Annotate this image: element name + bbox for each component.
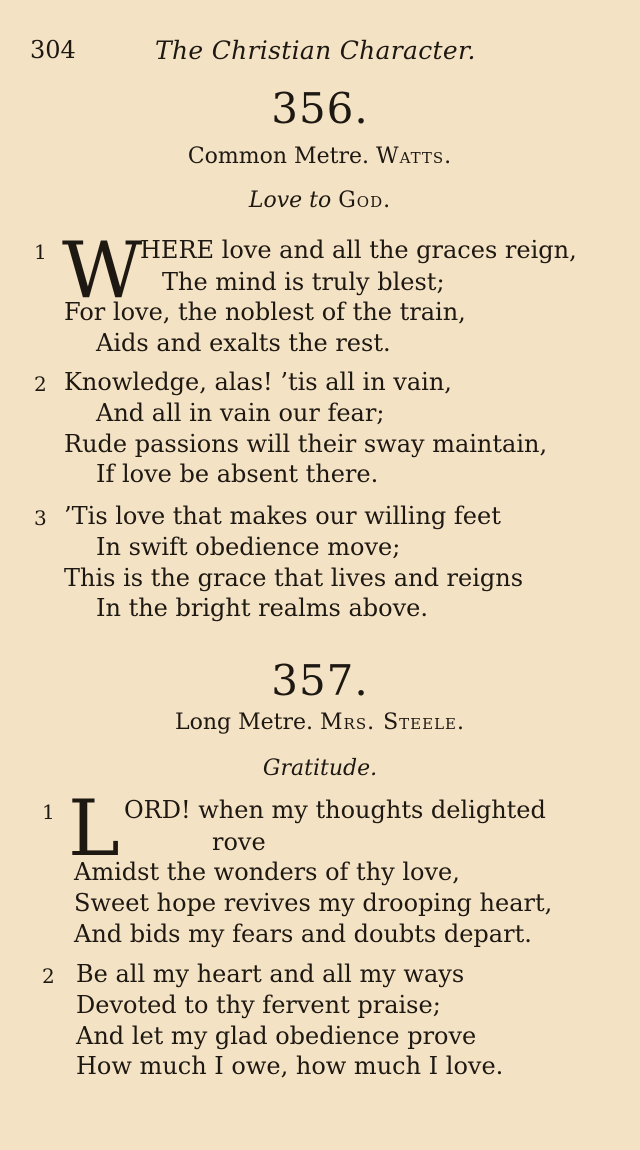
- verse-line: Knowledge, alas! ’tis all in vain,: [64, 368, 452, 396]
- hymn-number: 357.: [271, 656, 369, 705]
- verse-line: How much I owe, how much I love.: [76, 1052, 504, 1080]
- hymn-metre: Common Metre. Watts.: [187, 144, 453, 169]
- hymn-subject: Gratitude.: [262, 756, 378, 781]
- verse-line: ’Tis love that makes our willing feet: [64, 502, 501, 530]
- drop-cap: L: [68, 784, 120, 874]
- verse-line: Rude passions will their sway maintain,: [64, 430, 548, 458]
- verse-line: This is the grace that lives and reigns: [64, 564, 524, 592]
- verse-line: If love be absent there.: [96, 460, 379, 488]
- verse-line: ORD! when my thoughts delighted: [124, 796, 546, 824]
- hymn-number: 356.: [271, 84, 369, 133]
- stanza-number: 1: [34, 240, 47, 264]
- verse-line: And bids my fears and doubts depart.: [74, 920, 532, 948]
- verse-line: For love, the noblest of the train,: [64, 298, 466, 326]
- hymn-author: Mrs. Steele.: [320, 710, 465, 735]
- drop-cap: W: [62, 226, 143, 316]
- stanza-number: 2: [34, 372, 47, 396]
- running-title: The Christian Character.: [155, 36, 476, 65]
- hymn-metre: Long Metre. Mrs. Steele.: [175, 710, 465, 735]
- verse-line: And all in vain our fear;: [96, 399, 385, 427]
- verse-line: rove: [212, 828, 266, 856]
- verse-line: Aids and exalts the rest.: [96, 329, 391, 357]
- hymn-subject: Love to God.: [248, 188, 392, 213]
- hymn-author: Watts.: [375, 144, 453, 169]
- stanza-number: 3: [34, 506, 47, 530]
- verse-line: HERE love and all the graces reign,: [140, 236, 577, 264]
- page-number: 304: [30, 36, 76, 64]
- verse-line: In swift obedience move;: [96, 533, 401, 561]
- verse-line: Devoted to thy fervent praise;: [76, 991, 441, 1019]
- stanza-number: 2: [42, 964, 55, 988]
- verse-line: Amidst the wonders of thy love,: [74, 858, 460, 886]
- verse-line: The mind is truly blest;: [162, 268, 445, 296]
- verse-line: Be all my heart and all my ways: [76, 960, 465, 988]
- verse-line: In the bright realms above.: [96, 594, 428, 622]
- verse-line: Sweet hope revives my drooping heart,: [74, 889, 553, 917]
- stanza-number: 1: [42, 800, 55, 824]
- verse-line: And let my glad obedience prove: [76, 1022, 477, 1050]
- running-head: [30, 36, 600, 70]
